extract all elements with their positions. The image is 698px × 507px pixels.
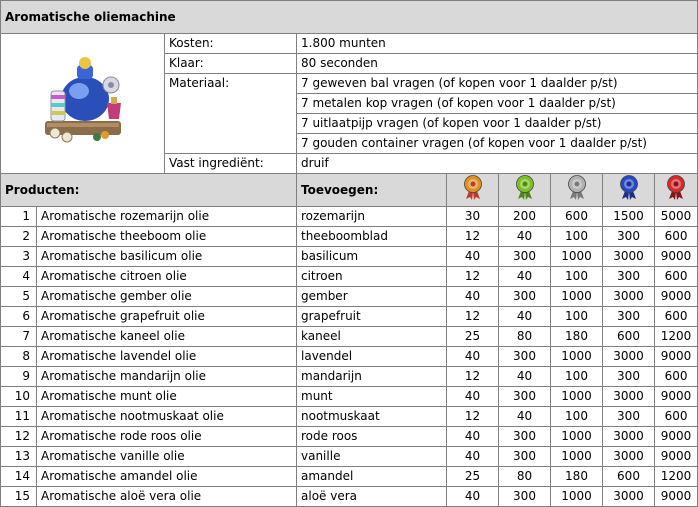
product-value-bronze-medal: 12: [447, 307, 499, 327]
product-ingredient: basilicum: [297, 247, 447, 267]
product-value-silver-medal: 1000: [551, 427, 603, 447]
product-value-bronze-medal: 40: [447, 487, 499, 507]
info-row-cost: [1, 34, 698, 54]
green-medal-icon: [515, 174, 535, 200]
product-number: 6: [1, 307, 37, 327]
product-number: 1: [1, 207, 37, 227]
product-name: Aromatische amandel olie: [37, 467, 297, 487]
table-row: [1, 367, 698, 387]
product-value-silver-medal: 100: [551, 267, 603, 287]
time-value: 80 seconden: [297, 54, 698, 74]
product-ingredient: aloë vera: [297, 487, 447, 507]
page-title: Aromatische oliemachine: [1, 1, 698, 34]
product-value-blue-medal: 3000: [603, 447, 655, 467]
product-value-silver-medal: 600: [551, 207, 603, 227]
product-value-silver-medal: 180: [551, 327, 603, 347]
product-value-silver-medal: 1000: [551, 487, 603, 507]
product-ingredient: mandarijn: [297, 367, 447, 387]
product-name: Aromatische kaneel olie: [37, 327, 297, 347]
product-value-silver-medal: 1000: [551, 447, 603, 467]
product-value-blue-medal: 3000: [603, 287, 655, 307]
product-value-red-medal: 9000: [655, 447, 698, 467]
product-value-silver-medal: 1000: [551, 247, 603, 267]
product-value-green-medal: 300: [499, 247, 551, 267]
table-row: [1, 467, 698, 487]
silver-medal-icon: [567, 174, 587, 200]
product-value-red-medal: 600: [655, 307, 698, 327]
product-value-blue-medal: 300: [603, 307, 655, 327]
table-row: [1, 307, 698, 327]
product-name: Aromatische gember olie: [37, 287, 297, 307]
bronze-medal-icon: [463, 174, 483, 200]
product-value-silver-medal: 1000: [551, 347, 603, 367]
product-value-green-medal: 300: [499, 287, 551, 307]
table-row: [1, 267, 698, 287]
table-row: [1, 287, 698, 307]
medal-header-bronze-medal: [447, 174, 499, 207]
product-ingredient: rozemarijn: [297, 207, 447, 227]
product-value-green-medal: 40: [499, 267, 551, 287]
medal-header-green-medal: [499, 174, 551, 207]
table-row: [1, 447, 698, 467]
product-value-silver-medal: 1000: [551, 287, 603, 307]
table-row: [1, 427, 698, 447]
table-row: [1, 207, 698, 227]
product-value-red-medal: 600: [655, 367, 698, 387]
product-number: 7: [1, 327, 37, 347]
product-number: 13: [1, 447, 37, 467]
product-value-green-medal: 40: [499, 407, 551, 427]
product-value-silver-medal: 100: [551, 407, 603, 427]
cost-label: Kosten:: [165, 34, 297, 54]
red-medal-icon: [666, 174, 686, 200]
material-item: 7 uitlaatpijp vragen (of kopen voor 1 daalder p/st): [297, 114, 698, 134]
product-value-blue-medal: 3000: [603, 247, 655, 267]
product-value-blue-medal: 300: [603, 367, 655, 387]
product-value-blue-medal: 1500: [603, 207, 655, 227]
product-name: Aromatische citroen olie: [37, 267, 297, 287]
product-number: 10: [1, 387, 37, 407]
blue-medal-icon: [619, 174, 639, 200]
product-value-red-medal: 9000: [655, 487, 698, 507]
product-value-green-medal: 300: [499, 447, 551, 467]
product-number: 14: [1, 467, 37, 487]
product-value-red-medal: 1200: [655, 467, 698, 487]
oil-machine-icon: [33, 51, 133, 151]
product-value-blue-medal: 3000: [603, 347, 655, 367]
product-value-bronze-medal: 40: [447, 247, 499, 267]
product-number: 9: [1, 367, 37, 387]
medal-header-red-medal: [655, 174, 698, 207]
table-row: [1, 347, 698, 367]
product-value-bronze-medal: 40: [447, 427, 499, 447]
product-ingredient: lavendel: [297, 347, 447, 367]
cost-value: 1.800 munten: [297, 34, 698, 54]
product-value-green-medal: 80: [499, 467, 551, 487]
product-value-bronze-medal: 40: [447, 447, 499, 467]
material-item: 7 geweven bal vragen (of kopen voor 1 daalder p/st): [297, 74, 698, 94]
product-value-green-medal: 300: [499, 487, 551, 507]
product-value-red-medal: 9000: [655, 347, 698, 367]
table-row: [1, 227, 698, 247]
product-name: Aromatische rozemarijn olie: [37, 207, 297, 227]
product-number: 2: [1, 227, 37, 247]
table-row: [1, 247, 698, 267]
product-value-bronze-medal: 12: [447, 267, 499, 287]
product-value-red-medal: 1200: [655, 327, 698, 347]
product-ingredient: nootmuskaat: [297, 407, 447, 427]
product-name: Aromatische grapefruit olie: [37, 307, 297, 327]
product-value-red-medal: 9000: [655, 287, 698, 307]
product-name: Aromatische rode roos olie: [37, 427, 297, 447]
product-value-blue-medal: 3000: [603, 427, 655, 447]
product-value-green-medal: 40: [499, 367, 551, 387]
products-header: Producten:: [1, 174, 297, 207]
product-ingredient: vanille: [297, 447, 447, 467]
table-row: [1, 387, 698, 407]
product-value-green-medal: 40: [499, 227, 551, 247]
product-number: 4: [1, 267, 37, 287]
product-value-blue-medal: 3000: [603, 487, 655, 507]
product-name: Aromatische basilicum olie: [37, 247, 297, 267]
product-value-red-medal: 9000: [655, 387, 698, 407]
product-value-silver-medal: 100: [551, 227, 603, 247]
product-value-blue-medal: 600: [603, 327, 655, 347]
product-ingredient: kaneel: [297, 327, 447, 347]
product-value-blue-medal: 300: [603, 267, 655, 287]
material-label: Materiaal:: [165, 74, 297, 154]
product-value-bronze-medal: 40: [447, 387, 499, 407]
product-value-bronze-medal: 25: [447, 467, 499, 487]
product-name: Aromatische mandarijn olie: [37, 367, 297, 387]
product-value-bronze-medal: 40: [447, 287, 499, 307]
product-name: Aromatische lavendel olie: [37, 347, 297, 367]
product-ingredient: gember: [297, 287, 447, 307]
product-ingredient: munt: [297, 387, 447, 407]
product-value-bronze-medal: 40: [447, 347, 499, 367]
product-value-bronze-medal: 12: [447, 367, 499, 387]
product-value-silver-medal: 100: [551, 367, 603, 387]
product-number: 3: [1, 247, 37, 267]
product-name: Aromatische aloë vera olie: [37, 487, 297, 507]
product-value-green-medal: 200: [499, 207, 551, 227]
product-number: 11: [1, 407, 37, 427]
product-value-blue-medal: 300: [603, 407, 655, 427]
machine-image: [1, 34, 165, 174]
product-name: Aromatische theeboom olie: [37, 227, 297, 247]
add-header: Toevoegen:: [297, 174, 447, 207]
product-value-bronze-medal: 12: [447, 407, 499, 427]
product-value-blue-medal: 300: [603, 227, 655, 247]
product-value-red-medal: 9000: [655, 247, 698, 267]
product-ingredient: amandel: [297, 467, 447, 487]
product-value-bronze-medal: 25: [447, 327, 499, 347]
product-value-blue-medal: 3000: [603, 387, 655, 407]
product-ingredient: grapefruit: [297, 307, 447, 327]
product-value-red-medal: 9000: [655, 427, 698, 447]
products-header-row: [1, 174, 698, 207]
product-value-green-medal: 300: [499, 427, 551, 447]
material-item: 7 metalen kop vragen (of kopen voor 1 daalder p/st): [297, 94, 698, 114]
product-name: Aromatische munt olie: [37, 387, 297, 407]
table-row: [1, 327, 698, 347]
product-number: 5: [1, 287, 37, 307]
medal-header-blue-medal: [603, 174, 655, 207]
product-ingredient: rode roos: [297, 427, 447, 447]
product-number: 15: [1, 487, 37, 507]
material-item: 7 gouden container vragen (of kopen voor 1 daalder p/st): [297, 134, 698, 154]
product-value-silver-medal: 180: [551, 467, 603, 487]
fixed-ingredient-label: Vast ingrediënt:: [165, 154, 297, 174]
product-value-green-medal: 80: [499, 327, 551, 347]
product-name: Aromatische vanille olie: [37, 447, 297, 467]
product-number: 12: [1, 427, 37, 447]
product-value-red-medal: 5000: [655, 207, 698, 227]
title-row: [1, 1, 698, 34]
product-value-green-medal: 40: [499, 307, 551, 327]
time-label: Klaar:: [165, 54, 297, 74]
product-value-red-medal: 600: [655, 267, 698, 287]
product-value-green-medal: 300: [499, 387, 551, 407]
product-name: Aromatische nootmuskaat olie: [37, 407, 297, 427]
table-row: [1, 407, 698, 427]
product-value-silver-medal: 1000: [551, 387, 603, 407]
product-number: 8: [1, 347, 37, 367]
product-ingredient: citroen: [297, 267, 447, 287]
product-value-blue-medal: 600: [603, 467, 655, 487]
product-value-red-medal: 600: [655, 407, 698, 427]
product-ingredient: theeboomblad: [297, 227, 447, 247]
product-value-green-medal: 300: [499, 347, 551, 367]
medal-header-silver-medal: [551, 174, 603, 207]
product-value-silver-medal: 100: [551, 307, 603, 327]
fixed-ingredient-value: druif: [297, 154, 698, 174]
product-value-bronze-medal: 30: [447, 207, 499, 227]
product-value-bronze-medal: 12: [447, 227, 499, 247]
product-value-red-medal: 600: [655, 227, 698, 247]
